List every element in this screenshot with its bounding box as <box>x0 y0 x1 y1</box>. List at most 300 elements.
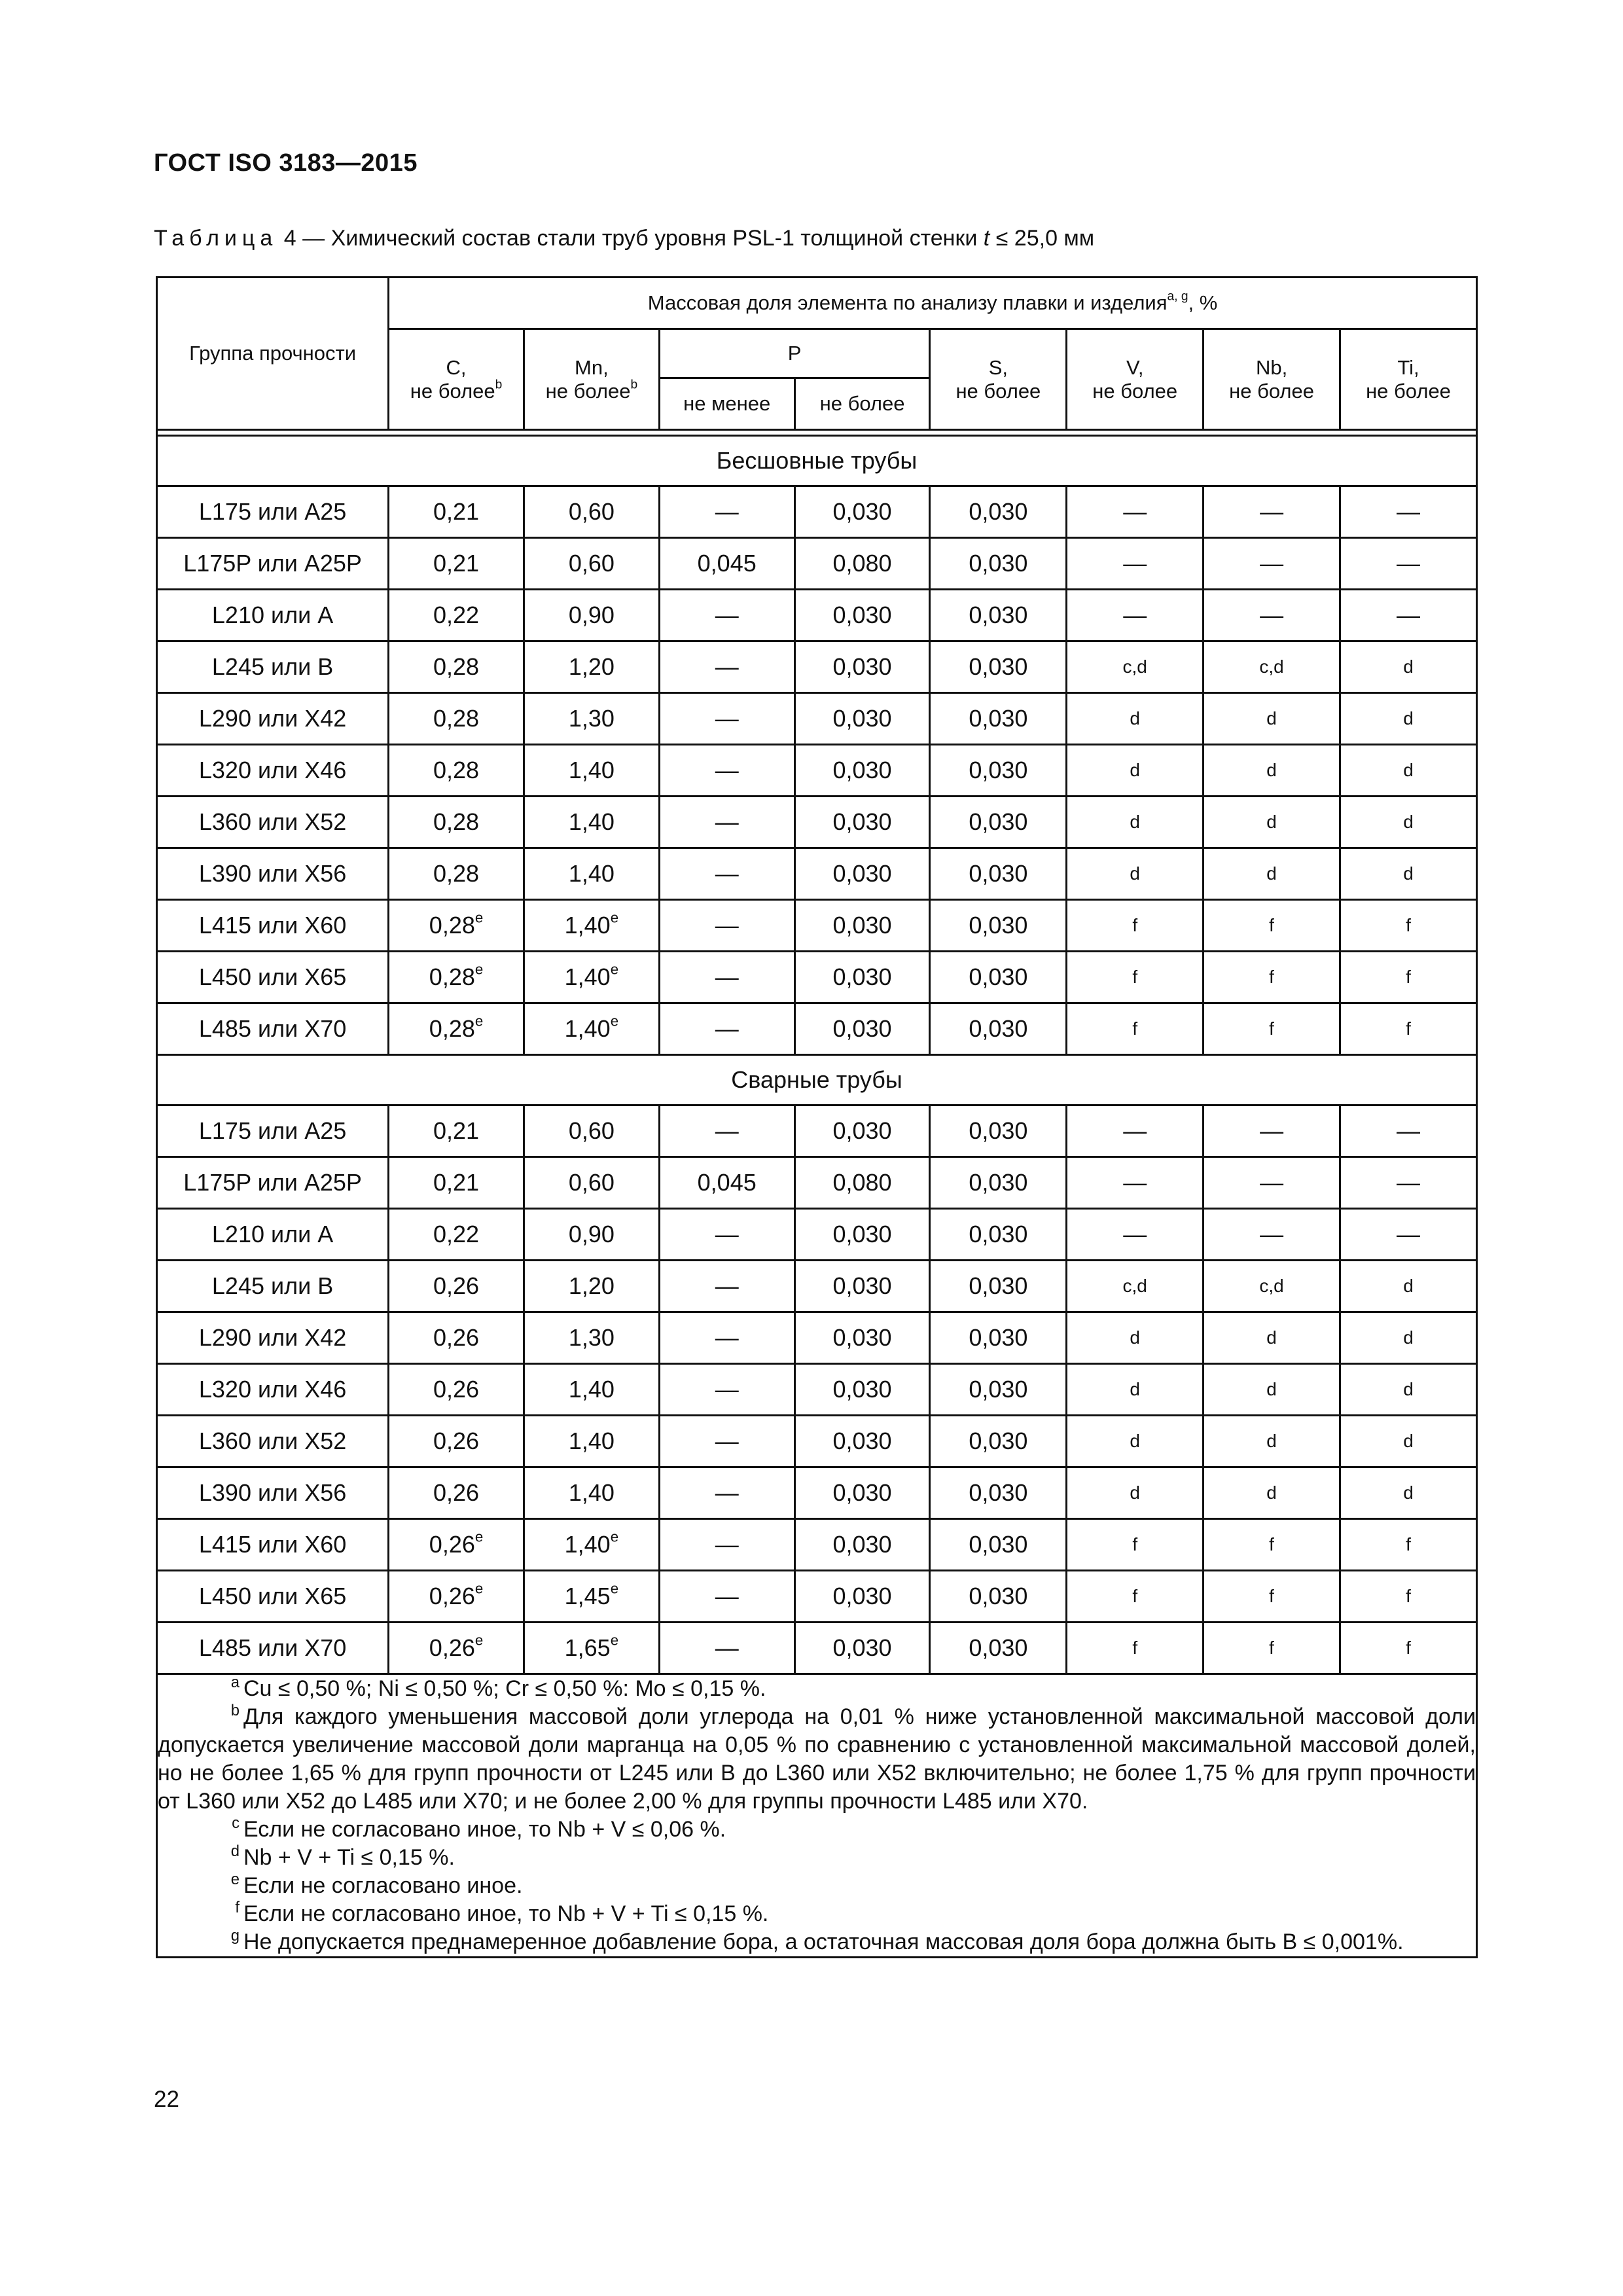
mass-fraction-sup: a, g <box>1167 289 1188 304</box>
table-row <box>157 1519 1477 1571</box>
cell-c <box>389 1209 524 1261</box>
cell-ti-note: f <box>1340 1519 1476 1571</box>
cell-v-note: f <box>1067 1003 1204 1055</box>
cell-s: 0,030 <box>930 797 1067 848</box>
footnote-text: Не допускается преднамеренное добавление бора, а остаточная массовая доля бора должна быть B ≤ 0,001%. <box>243 1929 1404 1954</box>
cell-nb-note: c,d <box>1204 641 1340 693</box>
cell-v-note: d <box>1067 1364 1204 1416</box>
cell-grade: L290 или X42 <box>157 1312 389 1364</box>
cell-grade: L245 или B <box>157 641 389 693</box>
table-row <box>157 745 1477 797</box>
table-row <box>157 1312 1477 1364</box>
cell-p-max: 0,030 <box>794 1003 930 1055</box>
cell-s: 0,030 <box>930 1467 1067 1519</box>
cell-v-note: d <box>1067 1467 1204 1519</box>
cell-c <box>389 1467 524 1519</box>
cell-p-max: 0,030 <box>794 797 930 848</box>
footnote-f <box>158 1900 1476 1928</box>
cell-mn <box>524 1209 659 1261</box>
cell-nb-note: f <box>1204 1519 1340 1571</box>
cell-p-max: 0,030 <box>794 641 930 693</box>
cell-c-value: 0,26 <box>433 1479 480 1506</box>
cell-p-max: 0,080 <box>794 1157 930 1209</box>
cell-ti-note: d <box>1340 1416 1476 1467</box>
footnote-mark: c <box>232 1814 240 1832</box>
cell-p-min: — <box>659 1623 794 1674</box>
cell-ti-note: d <box>1340 797 1476 848</box>
cell-v-note: d <box>1067 745 1204 797</box>
cell-p-max: 0,030 <box>794 900 930 952</box>
cell-c <box>389 590 524 641</box>
cell-mn <box>524 848 659 900</box>
cell-c-value: 0,28 <box>429 1015 475 1042</box>
cell-s: 0,030 <box>930 1571 1067 1623</box>
cell-grade: L210 или A <box>157 590 389 641</box>
cell-s: 0,030 <box>930 1157 1067 1209</box>
cell-v: — <box>1067 1209 1204 1261</box>
cell-ti-note: d <box>1340 745 1476 797</box>
table-body-welded <box>157 1055 1477 1674</box>
cell-nb: — <box>1204 538 1340 590</box>
cell-mn-value: 1,45 <box>564 1583 611 1609</box>
cell-ti-note: f <box>1340 952 1476 1003</box>
cell-nb: — <box>1204 486 1340 538</box>
cell-grade: L175P или A25P <box>157 538 389 590</box>
cell-mn <box>524 797 659 848</box>
cell-p-max: 0,030 <box>794 1312 930 1364</box>
cell-p-max: 0,030 <box>794 1571 930 1623</box>
footnote-marker-a <box>158 1675 243 1703</box>
cell-ti-note: f <box>1340 1003 1476 1055</box>
cell-v: — <box>1067 1105 1204 1157</box>
cell-mn <box>524 1261 659 1312</box>
header-nb: Nb, не более <box>1204 329 1340 430</box>
cell-ti-note: d <box>1340 641 1476 693</box>
table-row <box>157 1571 1477 1623</box>
table-row <box>157 590 1477 641</box>
footnote-mark: a <box>230 1673 240 1691</box>
cell-mn-value: 0,60 <box>568 550 615 577</box>
table-row <box>157 1467 1477 1519</box>
cell-grade: L360 или X52 <box>157 797 389 848</box>
cell-ti-note: d <box>1340 848 1476 900</box>
cell-s: 0,030 <box>930 1312 1067 1364</box>
cell-mn-value: 1,40 <box>568 860 615 887</box>
cell-c <box>389 1157 524 1209</box>
cell-v-note: d <box>1067 693 1204 745</box>
cell-v-note: d <box>1067 1312 1204 1364</box>
cell-p-min: — <box>659 1261 794 1312</box>
cell-p-min: — <box>659 1003 794 1055</box>
cell-p-min: — <box>659 900 794 952</box>
cell-p-min: 0,045 <box>659 538 794 590</box>
caption-variable: t <box>983 226 990 251</box>
cell-s: 0,030 <box>930 641 1067 693</box>
cell-mn-note: e <box>610 1528 619 1545</box>
cell-v-note: f <box>1067 900 1204 952</box>
caption-text: — Химический состав стали труб уровня PSL-1 толщиной стенки <box>302 226 978 251</box>
cell-c-value: 0,28 <box>429 963 475 990</box>
cell-nb-note: d <box>1204 797 1340 848</box>
cell-grade: L390 или X56 <box>157 1467 389 1519</box>
cell-c <box>389 486 524 538</box>
cell-mn <box>524 1416 659 1467</box>
footnote-text: Если не согласовано иное. <box>243 1873 523 1898</box>
cell-ti: — <box>1340 1105 1476 1157</box>
cell-s: 0,030 <box>930 952 1067 1003</box>
cell-mn <box>524 952 659 1003</box>
cell-mn-value: 1,40 <box>568 808 615 835</box>
cell-mn <box>524 1364 659 1416</box>
cell-c-note: e <box>474 1528 484 1545</box>
table-row <box>157 486 1477 538</box>
cell-s: 0,030 <box>930 1261 1067 1312</box>
cell-p-max: 0,030 <box>794 1519 930 1571</box>
cell-ti: — <box>1340 538 1476 590</box>
cell-c <box>389 538 524 590</box>
cell-grade: L390 или X56 <box>157 848 389 900</box>
cell-s: 0,030 <box>930 1416 1067 1467</box>
cell-ti-note: f <box>1340 900 1476 952</box>
cell-p-max: 0,030 <box>794 1467 930 1519</box>
cell-ti-note: d <box>1340 693 1476 745</box>
table-row <box>157 952 1477 1003</box>
table-row <box>157 641 1477 693</box>
cell-c-note: e <box>474 961 484 978</box>
footnote-text: Для каждого уменьшения массовой доли углерода на 0,01 % ниже установленной максимальной массовой доли допускается увеличение массовой доли марганца на 0,05 % по сравнению с установленной максимальной массовой долей, но не более 1,65 % для групп прочности от L245 или B до L360 или X52 включительно; не более 1,75 % для групп прочности от L360 или X52 до L485 или X70; и не более 2,00 % для группы прочности L485 или X70. <box>158 1704 1476 1814</box>
cell-mn-value: 1,20 <box>568 653 615 680</box>
footnote-mark: f <box>235 1898 240 1916</box>
cell-mn-value: 1,40 <box>568 757 615 783</box>
cell-mn <box>524 641 659 693</box>
cell-grade: L175P или A25P <box>157 1157 389 1209</box>
footnote-marker-f <box>158 1900 243 1928</box>
cell-p-min: — <box>659 745 794 797</box>
cell-c-value: 0,28 <box>433 757 480 783</box>
cell-c-value: 0,28 <box>429 912 475 939</box>
cell-mn-note: e <box>610 1580 619 1597</box>
footnote-text: Если не согласовано иное, то Nb + V + Ti ≤ 0,15 %. <box>243 1901 769 1926</box>
table-row <box>157 1105 1477 1157</box>
cell-mn <box>524 538 659 590</box>
cell-c-value: 0,28 <box>433 653 480 680</box>
cell-grade: L360 или X52 <box>157 1416 389 1467</box>
table-row <box>157 848 1477 900</box>
cell-c <box>389 848 524 900</box>
page-number: 22 <box>154 2087 179 2112</box>
cell-c-value: 0,28 <box>433 860 480 887</box>
cell-mn <box>524 1312 659 1364</box>
cell-p-max: 0,030 <box>794 1416 930 1467</box>
footnote-marker-g <box>158 1928 243 1956</box>
cell-s: 0,030 <box>930 1105 1067 1157</box>
footnote-g <box>158 1928 1476 1956</box>
cell-nb-note: d <box>1204 693 1340 745</box>
cell-c <box>389 1105 524 1157</box>
cell-mn-value: 0,60 <box>568 498 615 525</box>
cell-s: 0,030 <box>930 1003 1067 1055</box>
cell-c <box>389 1003 524 1055</box>
cell-mn <box>524 1571 659 1623</box>
cell-p-max: 0,030 <box>794 745 930 797</box>
cell-v-note: c,d <box>1067 1261 1204 1312</box>
header-separator <box>157 430 1477 436</box>
cell-c <box>389 1364 524 1416</box>
mass-fraction-label: Массовая доля элемента по анализу плавки и изделия <box>647 291 1168 314</box>
table-row <box>157 1003 1477 1055</box>
cell-nb: — <box>1204 1157 1340 1209</box>
cell-grade: L415 или X60 <box>157 1519 389 1571</box>
cell-c-value: 0,28 <box>433 705 480 732</box>
cell-grade: L415 или X60 <box>157 900 389 952</box>
footnote-marker-b <box>158 1703 243 1731</box>
cell-s: 0,030 <box>930 848 1067 900</box>
cell-nb: — <box>1204 590 1340 641</box>
cell-p-min: — <box>659 1312 794 1364</box>
mass-fraction-unit: , % <box>1188 291 1218 314</box>
footnote-text: Nb + V + Ti ≤ 0,15 %. <box>243 1845 455 1870</box>
cell-c <box>389 952 524 1003</box>
cell-nb: — <box>1204 1209 1340 1261</box>
cell-grade: L175 или A25 <box>157 1105 389 1157</box>
cell-nb-note: c,d <box>1204 1261 1340 1312</box>
cell-v: — <box>1067 1157 1204 1209</box>
cell-grade: L320 или X46 <box>157 745 389 797</box>
cell-c <box>389 900 524 952</box>
cell-v-note: c,d <box>1067 641 1204 693</box>
cell-mn-value: 0,90 <box>568 1221 615 1247</box>
cell-c <box>389 797 524 848</box>
caption-limit: ≤ 25,0 мм <box>995 226 1095 251</box>
cell-nb-note: f <box>1204 900 1340 952</box>
section-seamless-title: Бесшовные трубы <box>157 436 1477 486</box>
footnote-mark: b <box>230 1701 240 1719</box>
cell-mn-value: 1,40 <box>564 1015 611 1042</box>
cell-grade: L450 или X65 <box>157 952 389 1003</box>
header-c: C, не более$^b$ <box>389 329 524 430</box>
header-strength-group: Группа прочности <box>157 278 389 430</box>
footnote-b <box>158 1703 1476 1816</box>
footnote-marker-e <box>158 1872 243 1900</box>
cell-c <box>389 1571 524 1623</box>
cell-ti-note: d <box>1340 1467 1476 1519</box>
cell-p-max: 0,030 <box>794 590 930 641</box>
table-caption <box>154 226 1094 251</box>
cell-mn <box>524 590 659 641</box>
header-v: V, не более <box>1067 329 1204 430</box>
header-p-min: не менее <box>659 378 794 430</box>
cell-c-value: 0,21 <box>433 1117 480 1144</box>
cell-grade: L485 или X70 <box>157 1623 389 1674</box>
cell-ti-note: d <box>1340 1261 1476 1312</box>
table-row <box>157 900 1477 952</box>
footnote-a <box>158 1675 1476 1703</box>
cell-c-value: 0,26 <box>433 1324 480 1351</box>
cell-nb-note: d <box>1204 745 1340 797</box>
cell-mn-value: 1,40 <box>564 963 611 990</box>
cell-v: — <box>1067 590 1204 641</box>
cell-mn-note: e <box>610 909 619 926</box>
cell-c <box>389 1312 524 1364</box>
cell-c-note: e <box>474 1013 484 1030</box>
cell-ti: — <box>1340 1157 1476 1209</box>
cell-c-note: e <box>474 1632 484 1649</box>
cell-ti: — <box>1340 590 1476 641</box>
header-ti: Ti, не более <box>1340 329 1476 430</box>
cell-grade: L210 или A <box>157 1209 389 1261</box>
cell-v: — <box>1067 538 1204 590</box>
table-row <box>157 1416 1477 1467</box>
cell-c-value: 0,21 <box>433 550 480 577</box>
cell-s: 0,030 <box>930 1519 1067 1571</box>
cell-p-min: — <box>659 1467 794 1519</box>
table-row <box>157 797 1477 848</box>
cell-mn <box>524 1105 659 1157</box>
footnote-c <box>158 1816 1476 1844</box>
footnote-marker-c <box>158 1816 243 1844</box>
cell-c-value: 0,22 <box>433 601 480 628</box>
footnote-e <box>158 1872 1476 1900</box>
cell-mn <box>524 1519 659 1571</box>
cell-ti: — <box>1340 486 1476 538</box>
cell-grade: L175 или A25 <box>157 486 389 538</box>
cell-mn-value: 1,20 <box>568 1272 615 1299</box>
cell-ti-note: d <box>1340 1364 1476 1416</box>
footnote-mark: e <box>230 1870 240 1888</box>
header-mass-fraction <box>389 278 1477 329</box>
cell-c-value: 0,26 <box>429 1531 475 1558</box>
caption-number: 4 <box>283 226 296 251</box>
cell-mn <box>524 1623 659 1674</box>
table-body <box>157 430 1477 1055</box>
cell-ti-note: f <box>1340 1571 1476 1623</box>
cell-p-min: — <box>659 1519 794 1571</box>
cell-mn-note: e <box>610 1013 619 1030</box>
cell-mn-note: e <box>610 961 619 978</box>
cell-mn <box>524 900 659 952</box>
cell-grade: L290 или X42 <box>157 693 389 745</box>
cell-ti-note: d <box>1340 1312 1476 1364</box>
table-row <box>157 538 1477 590</box>
table-row <box>157 1209 1477 1261</box>
cell-v-note: d <box>1067 1416 1204 1467</box>
cell-p-min: — <box>659 952 794 1003</box>
cell-mn <box>524 1467 659 1519</box>
cell-v-note: d <box>1067 848 1204 900</box>
cell-p-max: 0,030 <box>794 848 930 900</box>
cell-mn <box>524 745 659 797</box>
header-s: S, не более <box>930 329 1067 430</box>
cell-s: 0,030 <box>930 486 1067 538</box>
cell-mn-value: 1,30 <box>568 1324 615 1351</box>
cell-grade: L450 или X65 <box>157 1571 389 1623</box>
table-row <box>157 1261 1477 1312</box>
footnote-d <box>158 1844 1476 1872</box>
cell-c-value: 0,26 <box>429 1634 475 1661</box>
cell-p-max: 0,030 <box>794 1209 930 1261</box>
cell-v-note: f <box>1067 1571 1204 1623</box>
cell-p-min: — <box>659 641 794 693</box>
cell-c <box>389 1623 524 1674</box>
cell-c <box>389 745 524 797</box>
cell-s: 0,030 <box>930 1364 1067 1416</box>
cell-c-value: 0,26 <box>429 1583 475 1609</box>
cell-s: 0,030 <box>930 538 1067 590</box>
cell-s: 0,030 <box>930 745 1067 797</box>
cell-p-min: — <box>659 1571 794 1623</box>
cell-mn-note: e <box>610 1632 619 1649</box>
cell-p-max: 0,030 <box>794 1105 930 1157</box>
cell-nb-note: d <box>1204 848 1340 900</box>
cell-p-max: 0,080 <box>794 538 930 590</box>
table-footnotes <box>157 1674 1477 1958</box>
cell-c-value: 0,28 <box>433 808 480 835</box>
cell-nb: — <box>1204 1105 1340 1157</box>
cell-ti: — <box>1340 1209 1476 1261</box>
cell-p-max: 0,030 <box>794 952 930 1003</box>
cell-nb-note: f <box>1204 952 1340 1003</box>
cell-mn-value: 1,40 <box>564 1531 611 1558</box>
header-p-max: не более <box>794 378 930 430</box>
cell-v-note: f <box>1067 1519 1204 1571</box>
cell-nb-note: f <box>1204 1003 1340 1055</box>
cell-c-value: 0,22 <box>433 1221 480 1247</box>
cell-c-note: e <box>474 909 484 926</box>
cell-nb-note: d <box>1204 1467 1340 1519</box>
cell-mn-value: 1,65 <box>564 1634 611 1661</box>
cell-s: 0,030 <box>930 590 1067 641</box>
cell-p-min: — <box>659 1105 794 1157</box>
cell-c-value: 0,26 <box>433 1272 480 1299</box>
cell-p-min: — <box>659 486 794 538</box>
table-row <box>157 1364 1477 1416</box>
cell-c-value: 0,21 <box>433 498 480 525</box>
footnote-text: Если не согласовано иное, то Nb + V ≤ 0,06 %. <box>243 1817 726 1842</box>
cell-mn <box>524 693 659 745</box>
cell-mn-value: 0,60 <box>568 1169 615 1196</box>
cell-c-value: 0,26 <box>433 1427 480 1454</box>
cell-mn-value: 1,40 <box>568 1479 615 1506</box>
footnote-marker-d <box>158 1844 243 1872</box>
cell-p-min: — <box>659 1364 794 1416</box>
caption-label: Таблица <box>154 226 278 251</box>
cell-mn <box>524 1003 659 1055</box>
cell-c <box>389 1261 524 1312</box>
cell-s: 0,030 <box>930 1623 1067 1674</box>
cell-nb-note: d <box>1204 1364 1340 1416</box>
cell-mn-value: 1,40 <box>568 1376 615 1403</box>
footnote-mark: g <box>230 1926 240 1945</box>
cell-p-min: — <box>659 1416 794 1467</box>
cell-p-max: 0,030 <box>794 1261 930 1312</box>
chemical-composition-table <box>156 276 1478 1958</box>
cell-c <box>389 1519 524 1571</box>
cell-v-note: f <box>1067 952 1204 1003</box>
cell-grade: L485 или X70 <box>157 1003 389 1055</box>
cell-mn <box>524 486 659 538</box>
cell-mn-value: 0,60 <box>568 1117 615 1144</box>
cell-mn-value: 0,90 <box>568 601 615 628</box>
cell-p-max: 0,030 <box>794 1623 930 1674</box>
cell-v-note: d <box>1067 797 1204 848</box>
cell-s: 0,030 <box>930 1209 1067 1261</box>
document-header: ГОСТ ISO 3183—2015 <box>154 149 418 177</box>
cell-p-min: — <box>659 693 794 745</box>
cell-s: 0,030 <box>930 693 1067 745</box>
table-row <box>157 1157 1477 1209</box>
cell-v: — <box>1067 486 1204 538</box>
header-p: P <box>659 329 930 378</box>
